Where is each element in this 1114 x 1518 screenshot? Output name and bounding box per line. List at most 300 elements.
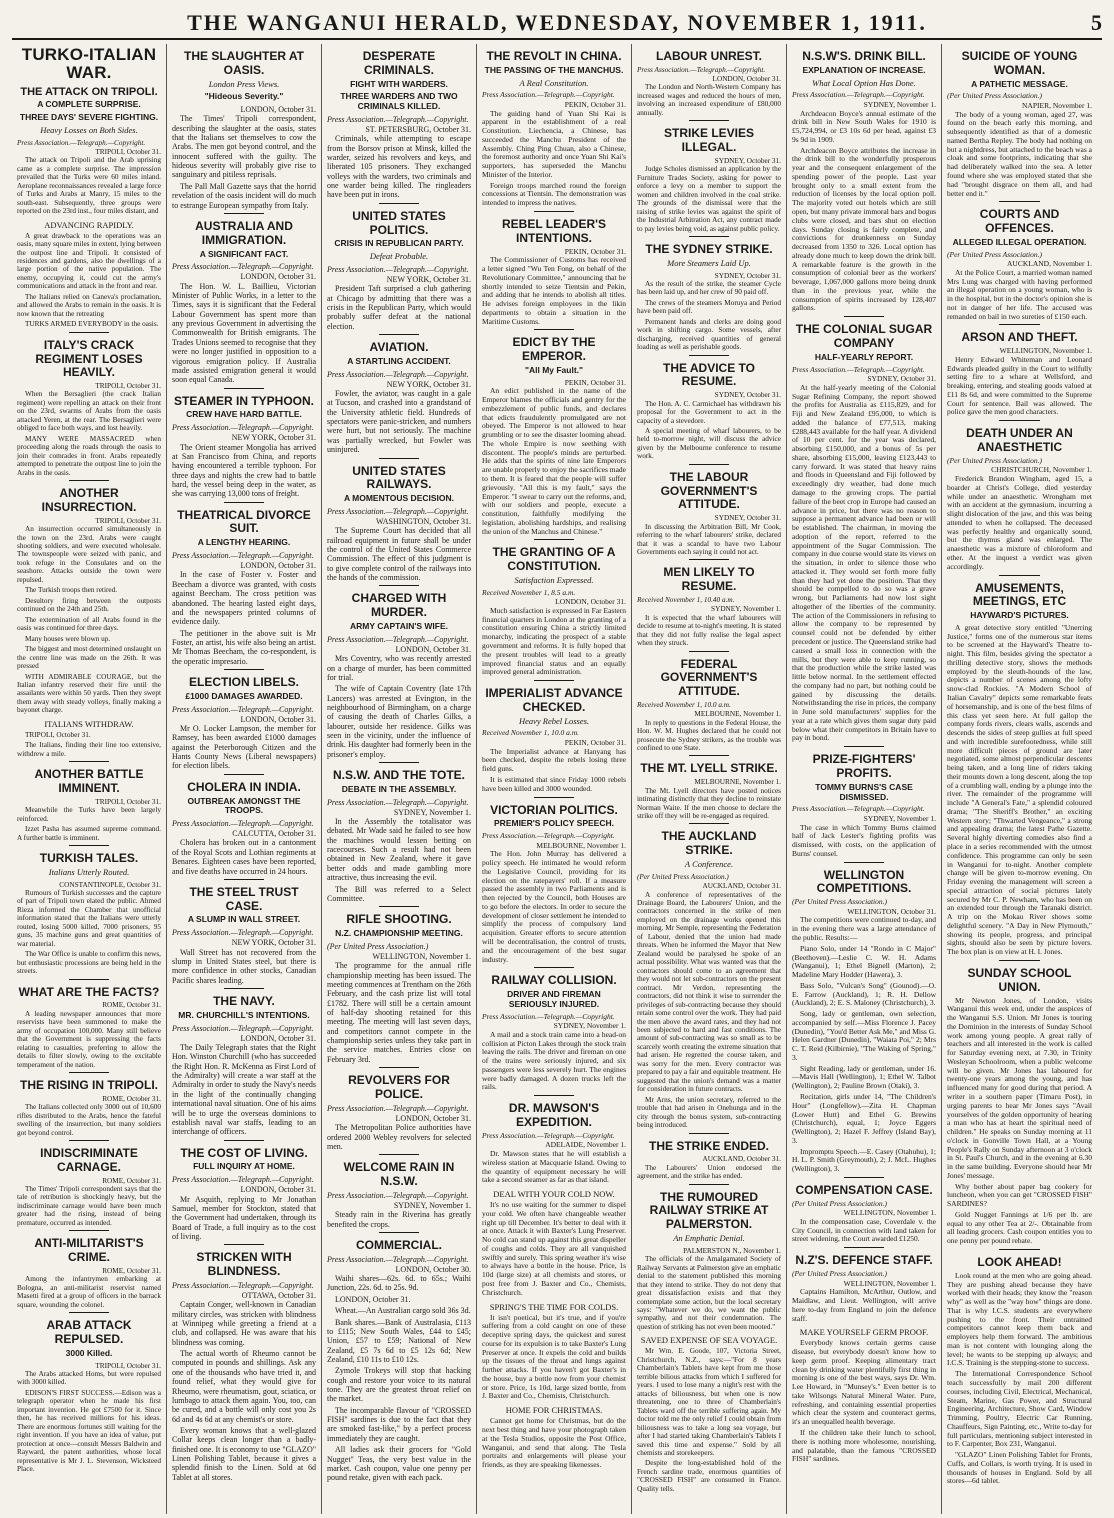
press-credit: Press Association.—Telegraph.—Copyright.: [172, 1280, 314, 1290]
article: [637, 1191, 781, 1494]
article-divider: [534, 967, 574, 968]
article-headline: UNITED STATES POLITICS.: [352, 208, 446, 237]
body-paragraph: Criminals, while attempting to escape from the Borsov prison at Minsk, killed the warder, seized his revolvers and keys, and liberated 105 prisoners. They exchanged volleys with the warders, two criminals and one warder being killed. The ringleaders have been put in irons.: [327, 134, 471, 200]
article: [637, 566, 781, 647]
body-paragraph: The attack on Tripoli and the Arab uprising came as a complete surprise. The impression prevailed that the Turks were 60 miles inland. Aeroplane reconnaissances revealed a large force of Turks and Arabs at Manry, 15 miles to the south-east. Subsequently, three groups were reported on the 23rd inst., four miles distant, and: [17, 156, 161, 216]
article-headline: ANTI-MILITARIST'S CRIME.: [34, 1236, 144, 1265]
body-paragraph: Judge Scholes dismissed an application by the Furniture Trades Society, asking for power to enforce a levy on a member to support the women and children involved in the coal strike. The grounds of the dismissal were that the raising of strike levies was against the spirit of the Industrial Arbitration Act, any contract made to pay levies being void, as against public policy.: [637, 165, 781, 233]
press-credit: Received November 1, 10.40 a.m.: [637, 596, 735, 605]
article: [17, 339, 161, 477]
dateline: LONDON, October 31.: [240, 561, 316, 571]
article-divider: [689, 755, 729, 756]
article-headline: THE LABOUR GOVERNMENT'S ATTITUDE.: [660, 469, 758, 512]
article-divider: [379, 334, 419, 335]
article-deck: £1000 DAMAGES AWARDED.: [185, 690, 303, 701]
article: [172, 781, 316, 876]
article-divider: [534, 329, 574, 330]
press-credit: Press Association.—Telegraph.—Copyright.: [482, 1130, 615, 1140]
article: [327, 913, 471, 1064]
body-paragraph: The biggest and most determined onslaught on the centre line was made on the 26th. It was pressed: [17, 645, 161, 671]
body-paragraph: The International Correspondence School teach successfully by mail 200 different courses, including Civil, Electrical, Mechanical, Steam, Marine, Gas Power, and Structural Engineering, Architecture, Show Card, Window Trimming, Poultry, Electric Car Running, Chauffeurs, Sign Painting, etc., Write to-day for full particulars, mentioning subject interested in to F. Carpenter, Box 231, Wanganui.: [947, 1369, 1092, 1449]
article: [327, 341, 471, 454]
article-deck: CRISIS IN REPUBLICAN PARTY.: [334, 238, 464, 249]
press-credit: Press Association.—Telegraph.—Copyright.: [172, 1023, 314, 1033]
article-headline: WHAT ARE THE FACTS?: [18, 984, 160, 999]
article: [17, 1237, 161, 1309]
body-paragraph: The Bill was referred to a Select Committee.: [327, 884, 471, 903]
article-headline: FEDERAL GOVERNMENT'S ATTITUDE.: [660, 656, 758, 699]
article-deck: CREW HAVE HARD BATTLE.: [186, 409, 302, 420]
dateline: MELBOURNE, November 1.: [536, 840, 626, 850]
article-divider: [224, 774, 264, 775]
article-deck: A LENGTHY HEARING.: [197, 537, 291, 548]
article-headline: THE STRIKE ENDED.: [648, 1138, 769, 1153]
article-divider: [69, 332, 109, 333]
article: [327, 592, 471, 759]
body-paragraph: Dr. Mawson states that he will establish a wireless station at Macquarie Island. Owing to the quantity of equipment necessary he will take a second steamer as far as that island.: [482, 1149, 626, 1185]
press-credit: Received November 1, 10.0 a.m.: [482, 728, 580, 738]
article: [327, 769, 471, 903]
article-headline: CHOLERA IN INDIA.: [187, 779, 301, 794]
body-paragraph: All ladies ask their grocers for "Gold Nugget" Teas, the very best value in the market. Cash coupon, value one penny per pound retake, given with each pack.: [327, 1445, 471, 1483]
article-divider: [224, 213, 264, 214]
dateline: ADELAIDE, November 1.: [545, 1140, 626, 1150]
inline-subhead: ADVANCING RAPIDLY.: [44, 219, 134, 230]
article: [637, 830, 781, 1129]
article: [327, 1161, 471, 1229]
article-headline: THE RISING IN TRIPOLI.: [19, 1078, 158, 1093]
dateline: WELLINGTON, November 1.: [999, 346, 1092, 356]
article-deck: FIGHT WITH WARDERS.: [350, 78, 448, 89]
body-paragraph: Many houses were blown up.: [25, 634, 111, 643]
article: [947, 331, 1092, 417]
article-divider: [689, 559, 729, 560]
press-credit: Press Association.—Telegraph.—Copyright.: [172, 819, 314, 829]
dateline: PEKIN, October 31.: [564, 99, 626, 109]
press-credit: Press Association.—Telegraph.—Copyright.: [327, 1103, 469, 1113]
article-deck: DRIVER AND FIREMAN SERIOUSLY INJURED.: [507, 989, 601, 1009]
press-credit: Press Association.—Telegraph.—Copyright.: [327, 369, 469, 379]
article-headline: THEATRICAL DIVORCE SUIT.: [177, 507, 311, 536]
body-paragraph: A leading newspaper announces that more reservists have been summoned to make the army of occupation 100,000. Many still believe that the Government is suppressing the facts relating to casualties, preferring to allow the details to filter slowly, owing to the excitable temperament of the nation.: [17, 1009, 161, 1069]
article-divider: [224, 879, 264, 880]
body-paragraph: The Orient steamer Mongolia has arrived at San Francisco from China, and reports having encountered a terrible typhoon. For three days and nights the crew had to battle hard, the vessel being deep in the water, as she was carrying 13,000 tons of freight.: [172, 442, 316, 499]
article-divider: [844, 1177, 884, 1178]
article-headline: WELLINGTON COMPETITIONS.: [816, 867, 912, 896]
dateline: PALMERSTON N., November 1.: [683, 1246, 781, 1255]
article: [327, 465, 471, 583]
article-divider: [69, 480, 109, 481]
press-credit: Press Association.—Telegraph.—Copyright.: [327, 634, 469, 644]
body-paragraph: Permanent hands and clerks are doing good work in shifting cargo. Some vessels, after discharging, received quantities of general loading as well as perishable goods.: [637, 317, 781, 352]
body-paragraph: The London and North-Western Company has increased wages and reduced the hours of men, involving an increased expenditure of £80,000 annually.: [637, 83, 781, 117]
article-deck: MR. CHURCHILL'S INTENTIONS.: [178, 1009, 310, 1020]
article-deck: Heavy Losses on Both Sides.: [40, 124, 138, 135]
article-headline: REBEL LEADER'S INTENTIONS.: [502, 217, 606, 245]
dateline: LONDON, October 31.: [712, 75, 781, 84]
article-divider: [379, 1232, 419, 1233]
article-headline: THE COLONIAL SUGAR COMPANY: [795, 322, 933, 350]
article-headline: N.S.W'S. DRINK BILL.: [802, 49, 926, 63]
article-deck: 3000 Killed.: [65, 1347, 113, 1358]
article: [947, 1256, 1092, 1486]
article-divider: [69, 761, 109, 762]
article-headline: PRIZE-FIGHTERS' PROFITS.: [812, 752, 916, 780]
dateline: NEW YORK, October 31.: [386, 275, 471, 285]
article: [172, 509, 316, 666]
body-paragraph: Mrs Coventry, who was recently arrested on a charge of murder, has been committed for trial.: [327, 654, 471, 682]
body-paragraph: The Hon. W. L. Baillieu, Victorian Minister of Public Works, in a letter to the Times, says it is significant that the Federal Labour Government has spent more than any previous Government in advertising the Commonwealth for British emigrants. The Trades Unions seemed to recognise that they were no longer justified in opposition to a vigorous emigration policy. If Australia made assisted emigration general it would soon equal Canada.: [172, 281, 316, 385]
article: [637, 471, 781, 557]
article-divider: [379, 1067, 419, 1068]
body-paragraph: Recitation, girls under 14, "The Children's Hour" (Longfellow).—Zita H. Chapman (Lower Hutt) and Ethel G. Brewins (Christchurch), equal, 1; Joyce Eggers (Wellington), 2; Hazel F. Jeffrey (Island Bay), 3.: [792, 1092, 936, 1145]
body-paragraph: Frederick Brandon Wingham, aged 15, a boarder at Christ's College, died yesterday while under an anaesthetic. Wrongham met with an accident at the gymnasium, incurring a slight dislocation of the jaw, and this was being attended to when he collapsed. The deceased was perfectly healthy and organically sound, but the thymus gland was enlarged. The anaesthetic was a mixture of chloroform and ether. At the inquest a verdict was given accordingly.: [947, 474, 1092, 571]
article-headline: TURKO-ITALIAN WAR.: [21, 45, 157, 82]
article-divider: [379, 585, 419, 586]
article-divider: [69, 1312, 109, 1313]
body-paragraph: The Commissioner of Customs has received a letter signed "Wu Ten Fong, on behalf of the Revolutionary Committee," announcing that he shortly intended to seize Tientsin and Pekin, and adding that he intends to abolish all titles. He advises foreign employees in the likin departments to obtain a situation in the Maritime Customs.: [482, 255, 626, 326]
article: [17, 986, 161, 1069]
body-paragraph: Mr O. Locker Lampson, the member for Ramsey, has been awarded £1000 damages against the Peterborough Citizen and the Hants County News (Liberal newspapers) for election libels.: [172, 723, 316, 771]
article-headline: DR. MAWSON'S EXPEDITION.: [508, 1101, 600, 1130]
press-credit: Press Association.—Telegraph.—Copyright.: [327, 264, 469, 274]
article: [482, 218, 626, 326]
article-divider: [379, 906, 419, 907]
article: [172, 995, 316, 1137]
article-subheadline: THE ATTACK ON TRIPOLI.: [20, 85, 158, 98]
body-paragraph: Gold Nugget Fannings at 1/6 per lb. are equal to any other Tea at 2/-. Obtainable from all leading grocers. Cash coupon entitles you to one penny per pound rebate.: [947, 1209, 1092, 1246]
article-divider: [689, 120, 729, 121]
body-paragraph: A great drawback to the operations was an oasis, many square miles in extent, lying between the outpost line and Tripoli. It consisted of residences and gardens, also the dwellings of a large portion of the native population. The enemy, occupying it, could cut the army's communications and attack in the front and rear.: [17, 231, 161, 291]
article-deck: A COMPLETE SURPRISE.: [37, 99, 141, 110]
body-paragraph: In the Assembly the totalisator was debated. Mr Wade said he failed to see how the machines would lessen betting on racecourses. Such a result had not been obtained in New Zealand, where it gave better odds and made gambling more attractive, thus increasing the evil.: [327, 817, 471, 883]
body-paragraph: Izzet Pasha has assumed supreme command. A further battle is imminent.: [17, 825, 161, 842]
article-headline: N.S.W. AND THE TOTE.: [332, 768, 465, 783]
dateline: TRIPOLI, October 31.: [95, 382, 161, 391]
article-headline: STRIKE LEVIES ILLEGAL.: [663, 126, 755, 155]
inline-subhead: SPRING'S THE TIME FOR COLDS.: [489, 1301, 619, 1312]
body-paragraph: The actual worth of Rheumo cannot be computed in pounds and shillings. Ask any one of the thousands who have tried it, and found relief, what they would give for Rheumo, were rheumatism, gout, sciatica, or lumbago to attack them again. You, too, can be cured, and a bottle will only cost you 2s 6d and 4s 6d at any chemist's or store.: [172, 1349, 316, 1424]
dateline: TRIPOLI, October 31.: [95, 1361, 161, 1370]
article-headline: RIFLE SHOOTING.: [346, 912, 452, 927]
article: [172, 220, 316, 385]
article: [792, 1254, 936, 1464]
body-paragraph: A mail and a stock train came into a head-on collision at Picton Lakes through the stock train leaving the rails. The driver and fireman on one of the trains were seriously injured, and six passengers were less severely hurt. The engines were badly damaged. A dozen trucks left the rails.: [482, 1029, 626, 1092]
body-paragraph: Mr Wm. E. Goode, 107, Victoria Street, Christchurch, N.Z., says:—"For 8 years Chamberlain's Tablets have kept from me those terrible bilious attacks from which I suffered for years. I used to lose many a night's rest with the attacks of biliousness, but when one is now threatening, one to three of Chamberlain's Tablets ward off the terrible suffering again. My doctor told me the only relief I could obtain from biliousness was to take a long sea voyage, but after I had started taking Chamberlain's Tablets I saved this time and expense." Sold by all chemists and storekeepers.: [637, 1347, 781, 1458]
article-divider: [224, 1140, 264, 1141]
body-paragraph: Bass Solo, "Vulcan's Song" (Gounod).—O. E. Farrow (Auckland), 1; R. H. Dellow (Auckland), 2; E. S. Maloney (Christchurch), 3.: [792, 980, 936, 1008]
body-paragraph: Zymole Trokeys will stop that hacking cough and restore your voice to its natural tone. They are the greatest throat relief on the market.: [327, 1366, 471, 1404]
article-deck: TOMMY BURNS'S CASE DISMISSED.: [815, 781, 913, 802]
article-headline: UNITED STATES RAILWAYS.: [352, 463, 446, 492]
article-divider: [69, 979, 109, 980]
press-credit: Press Association.—Telegraph.—Copyright.: [792, 364, 925, 374]
article-divider: [999, 1249, 1040, 1250]
article-headline: THE MT. LYELL STRIKE.: [640, 761, 778, 776]
article: [637, 658, 781, 753]
page-number: 5: [1090, 10, 1102, 35]
dateline: LONDON, October 31.: [395, 1113, 471, 1123]
article-headline: DESPERATE CRIMINALS.: [362, 49, 436, 77]
body-paragraph: In discussing the Arbitration Bill, Mr Cook, referring to the wharf labourers' strike, declared that it was a scandal to have two Labour Governments each saying it could not act.: [637, 522, 781, 556]
body-paragraph: Mr Asquith, replying to Mr Jonathan Samuel, member for Stockton, stated that the Government had undertaken, through its Board of Trade, a full inquiry as to the cost of living.: [172, 1194, 316, 1241]
article-headline: IMPERIALIST ADVANCE CHECKED.: [485, 686, 623, 714]
dateline: MELBOURNE, November 1.: [694, 778, 781, 787]
body-paragraph: An insurrection occurred simultaneously in the town on the 23rd. Arabs were caught shooting soldiers, and were executed wholesale. The townspeople were seized with panic, and took refuge in the Consulates and on the seashore. Attacks outside the town were repulsed.: [17, 525, 161, 584]
article-divider: [689, 355, 729, 356]
article-divider: [379, 1154, 419, 1155]
column-1: [12, 44, 167, 1514]
article-deck: An Emphatic Denial.: [673, 1233, 745, 1244]
body-paragraph: Fowler, the aviator, was caught in a gale at Tucson, and crashed into a grandstand of the University athletic field. Hundreds of spectators were panic-stricken, and numbers were hurt, but not seriously. The machine was partially wrecked, but Fowler was uninjured.: [327, 389, 471, 455]
article-divider: [69, 845, 109, 846]
article: [637, 127, 781, 233]
dateline: LONDON, October 31.: [240, 1033, 316, 1043]
article: [17, 768, 161, 842]
dateline: SYDNEY, October 31.: [714, 391, 781, 400]
dateline: TRIPOLI, October 31.: [95, 147, 161, 156]
body-paragraph: Sight Reading, lady or gentleman, under 16.—Mavis Hall (Wellington), 1; Ethel W. Talbot (Wellington), 2; Pauline Brown (Otaki), 3.: [792, 1063, 936, 1091]
article-deck: Heavy Rebel Losses.: [518, 715, 590, 726]
body-paragraph: Captain Conger, well-known in Canadian military circles, was stricken with blindness at Winnipeg while greeting a friend at a club, and collapsed. He was aware that his blindness was coming.: [172, 1300, 316, 1347]
body-paragraph: In the case of Foster v. Foster and Beecham a divorce was granted, with costs against Beecham. The cross petition was abandoned. The hearing lasted eight days, and the newspapers printed columns of evidence daily.: [172, 570, 316, 627]
dateline: MELBOURNE, November 1.: [694, 710, 781, 719]
article-divider: [689, 823, 729, 824]
dateline: NAPIER, November 1.: [1022, 100, 1092, 110]
dateline: LONDON, October 31.: [240, 105, 316, 115]
dateline: PEKIN, October 31.: [564, 377, 626, 387]
article-divider: [844, 862, 884, 863]
article: [947, 967, 1092, 1246]
article-divider: [69, 1140, 109, 1141]
article: [17, 1147, 161, 1227]
article-deck: A PATHETIC MESSAGE.: [971, 78, 1068, 89]
article-deck: HALF-YEARLY REPORT.: [814, 351, 914, 362]
dateline: TRIPOLI, October 31.: [95, 516, 161, 525]
article-deck: "All My Fault.": [524, 364, 584, 375]
article-headline: WELCOME RAIN IN N.S.W.: [343, 1160, 455, 1189]
article-divider: [534, 211, 574, 212]
dateline: PEKIN, October 31.: [564, 246, 626, 256]
column-7: [942, 44, 1097, 1514]
body-paragraph: At the Police Court, a married woman named Mrs Lung was charged with having performed an illegal operation on a young woman, who is in the hospital, but in the doctor's opinion she is not in danger of her life. The accused was remanded on bail in two sureties of £150 each.: [947, 267, 1092, 321]
dateline: ST. PETERSBURG, October 31.: [365, 125, 471, 135]
dateline: AUCKLAND, October 31.: [702, 1155, 781, 1164]
article-headline: DEATH UNDER AN ANAESTHETIC: [966, 426, 1073, 455]
article-deck: Satisfaction Expressed.: [514, 574, 594, 585]
body-paragraph: The Hon. A. C. Carmichael has withdrawn his proposal for the Government to act in the capacity of a stevedore.: [637, 399, 781, 425]
article-headline: ANOTHER BATTLE IMMINENT.: [34, 767, 144, 796]
body-paragraph: The competitions were continued to-day, and in the evening there was a large attendance of the public. Results:—: [792, 915, 936, 942]
article-divider: [999, 201, 1040, 202]
body-paragraph: A great detective story entitled "Unerring Justice," forms one of the numerous star items to be screened at the Hayward's Theatre to-night. This film, besides giving the spectator a thrilling detective story, shows the methods employed by the sleuth-hounds of the law, depicts a number of scenes among the lofty snow-clad Rockies. "A Modern School of Italian Cavalry" depicts some remarkable feats of horsemanship, and is one of the best films of this class yet seen here. At full gallop the company fords rivers, clears walls, ascends and descends the sides of steep gullies at full speed and with incredible surefootedness, while still more difficult pieces of ground are later negotiated, some almost perpendicular descents being taken, and a long line of riders taking their mounts down a long descent, along the top of a crumbling wall, ending by a plunge into the river. The remainder of the programme will include "A General's Fate," a splendid coloured drama; "The Sheriff's Brother," an exciting Western story; "Thwarted Vengeance," a strong and appealing drama; the latest Pathe Gazette. Several highly diverting comedies also find a place in a series recommended with the utmost confidence. This programme can only be seen in Wanganui for to-night. Another complete change will be given to-morrow evening. On Friday evening the management will screen a special attraction of social pictures lately secured by Mr C. P. Newham, who has been on an extended tour through the Taranaki district. A trip on the Mokau River shows some delightful scenery. "A Day in New Plymouth," showing its people, progress, and principal sights, should also be seen by picture lovers. The box plan is on view at H. I. Jones.: [947, 622, 1092, 957]
body-paragraph: Song, lady or gentleman, own selection, accompanied by self.—Miss Florence J. Pacey (Dunedin), "You'd Better Ask Me," and Miss G. Helen Gardner (Dunedin), "Waiata Poi," 2; Mrs C. T. Reid (Kilbirnie), "The Waking of Spring," 3.: [792, 1009, 936, 1062]
article: [792, 753, 936, 858]
article-divider: [999, 575, 1040, 576]
body-paragraph: Mr Arns, the union secretary, referred to the trouble that had arisen in Onehunga and in the city through the bonus system, sub-contracting being introduced.: [637, 1095, 781, 1130]
article: [327, 1239, 471, 1483]
press-credit: Press Association.—Telegraph.—Copyright.: [172, 928, 314, 938]
body-paragraph: Desultory firing between the outposts continued on the 24th and 25th.: [17, 596, 161, 614]
article: [482, 974, 626, 1092]
dateline: ROME, October 31.: [102, 1266, 161, 1275]
dateline: ROME, October 31.: [102, 1094, 161, 1103]
article-headline: ARSON AND THEFT.: [961, 330, 1078, 345]
dateline: ROME, October 31.: [102, 1001, 161, 1010]
dateline: WELLINGTON, November 1.: [372, 952, 471, 962]
article: [792, 869, 936, 1174]
body-paragraph: The Times' Tripoli correspondent says that the tale of retribution is shockingly heavy, but the indiscriminate carnage would have been much greater had the rising, instead of being premature, occurred as intended.: [17, 1185, 161, 1227]
article: [172, 886, 316, 985]
body-paragraph: The guiding hand of Yuan Shi Kai is apparent in the establishment of a real Constitution. Liechencia, a Chinese, has succeeded the Manchu President of the Assembly. Ching Ping Chuan, also a Chinese, the foremost authority and once Yuan Shi Kai's supporters, has superseded the Manchu Minister of the Interior.: [482, 108, 626, 179]
body-paragraph: Every woman knows that a well-glazed Collar keeps clean longer than a badly-finished one. It is economy to use "GLAZO" Linen Polishing Tablet, because it gives a splendid finish to the Linen. Sold at 6d Tablet at all stores.: [172, 1425, 316, 1482]
body-paragraph: The Labourers' Union endorsed the agreement, and the strike has ended.: [637, 1163, 781, 1181]
article-divider: [534, 797, 574, 798]
article-headline: COMPENSATION CASE.: [795, 1182, 933, 1197]
body-paragraph: If the children take their lunch to school, there is nothing more wholesome, nourishing, and palatable, than the famous "CROSSED FISH" sardines.: [792, 1428, 936, 1464]
article-headline: ANOTHER INSURRECTION.: [41, 486, 137, 514]
article-divider: [379, 762, 419, 763]
body-paragraph: Why bother about paper bag cookery for luncheon, when you can get "CROSSED FISH" SARDINES?: [947, 1181, 1092, 1209]
article-deck: THREE DAYS' SEVERE FIGHTING.: [19, 112, 159, 123]
body-paragraph: In reply to questions in the Federal House, the Hon. W. M. Hughes declared that he could not prosecute the Sydney strikers, as the trouble was confined to one State.: [637, 718, 781, 753]
inline-subhead: MAKE YOURSELF GERM PROOF.: [799, 1327, 929, 1338]
body-paragraph: Mr Newton Jones, of London, visits Wanganui this week end, under the auspices of the Wanganui S.S. Union. Mr Jones is touring the Dominion in the interests of Sunday School work among young people. A great rally of teachers and all interested in the work is called for Saturday evening next, at 7.30, in Trinity Wesleyan Schoolroom, when a public welcome will be given. Mr Jones has laboured for twenty-one years among the young, and has influenced many for good during that period. A writer in a southern paper (Timaru Post), in urging parents to hear Mr Jones says "Avail yourselves of the golden opportunity of hearing a man who has at heart the spiritual need of children." He speaks on Sunday morning at 11 o'clock in Gonville Town Hall, at a Young People's Rally on Sunday afternoon at 3 o'clock in St. Paul's Church, and in the evening at 6.30 in the same building. Everyone should hear Mr Jones' message.: [947, 995, 1092, 1180]
dateline: PEKIN, October 31.: [564, 738, 626, 748]
dateline: SYDNEY, October 31.: [714, 156, 781, 165]
article-headline: SUNDAY SCHOOL UNION.: [967, 965, 1072, 994]
press-credit: Press Association.—Telegraph.—Copyright.: [482, 831, 615, 841]
article-deck: A Conference.: [684, 859, 734, 870]
article-deck: THE PASSING OF THE MANCHUS.: [484, 64, 624, 75]
press-credit: Press Association.—Telegraph.—Copyright.: [17, 138, 146, 147]
body-paragraph: Look round at the men who are going ahead. They are pushing ahead because they have worked with their heads; they know the "reason why" as well as the "way how" things are done. That is why I.C.S. students are everywhere pushing to the front. Their untrained competitors cannot keep them back and employers help them forward. The ambitious man is not content with lounging along the level; he wants to be stepping up always; and I.C.S. Training is the stepping-stone to success.: [947, 1270, 1092, 1368]
body-paragraph: TRIPOLI, October 31.: [25, 730, 91, 739]
article-headline: THE COST OF LIVING.: [180, 1145, 308, 1160]
dateline: LONDON, October 31.: [240, 714, 316, 724]
dateline: OTTAWA, October 31.: [241, 1291, 316, 1301]
article-divider: [844, 316, 884, 317]
dateline: LONDON, October 31.: [395, 644, 471, 654]
dateline: CHRISTCHURCH, November 1.: [991, 465, 1092, 475]
article: [482, 687, 626, 793]
body-paragraph: The extermination of all Arabs found in the oasis was continued for three days.: [17, 615, 161, 633]
article-divider: [379, 458, 419, 459]
body-paragraph: The officials of the Amalgamated Society of Railway Servants at Palmerston give an emphatic denial to the statement published this morning that they intend to strike. They do not deny that great dissatisfaction exists and that they contemplate some action, but the local secretary says: "Whatever we do, we want the public sympathy, and not their condemnation. The question of striking has not even been mooted.": [637, 1255, 781, 1331]
dateline: AUCKLAND, November 1.: [1007, 259, 1092, 269]
dateline: NEW YORK, October 31.: [231, 433, 316, 443]
article-headline: STEAMER IN TYPHOON.: [173, 393, 314, 408]
dateline: CONSTANTINOPLE, October 31.: [59, 880, 161, 889]
article-deck: More Steamers Laid Up.: [667, 257, 751, 268]
article-divider: [689, 236, 729, 237]
press-credit: Press Association.—Telegraph.—Copyright.: [327, 1254, 469, 1264]
article: [17, 1319, 161, 1473]
dateline: SYDNEY, November 1.: [863, 813, 936, 823]
dateline: CALCUTTA, October 31.: [232, 829, 316, 839]
article-divider: [224, 388, 264, 389]
article-headline: INDISCRIMINATE CARNAGE.: [40, 1146, 138, 1174]
article: [172, 676, 316, 771]
body-paragraph: Wall Street has not recovered from the slump in United States steel, but there is more confidence in other stocks, Canadian Pacific shares leading.: [172, 947, 316, 985]
article-deck: ALLEGED ILLEGAL OPERATION.: [952, 236, 1087, 247]
masthead: [12, 10, 1102, 40]
inline-subhead: DEAL WITH YOUR COLD NOW.: [493, 1189, 615, 1200]
column-2: [167, 44, 322, 1514]
body-paragraph: President Taft surprised a club gathering at Chicago by admitting that there was a crisis in the Republican Party, which would probably suffer defeat at the national election.: [327, 284, 471, 331]
body-paragraph: In the compensation case, Coverdale v. the City Council, in connection with land taken for street widening, the Court awarded £1250.: [792, 1216, 936, 1244]
body-paragraph: It isn't poetical, but it's true, and if you're suffering from a cold caught on one of these deceptive spring days, the quickest and surest course for its expulsion is to take Baxter's Lung Preserver at once. It expels the cold and builds up the tissues of the throat and lungs against further attacks. If you haven't got Baxter's in the house, buy a bottle now from your chemist or store. Price, 1s 10d, large sized bottle, from J. Baxter and Co., Chemists, Christchurch.: [482, 1312, 626, 1401]
article: [17, 852, 161, 976]
article-headline: SUICIDE OF YOUNG WOMAN.: [961, 49, 1078, 77]
article-headline: THE NAVY.: [213, 994, 275, 1009]
dateline: WELLINGTON, November 1.: [843, 1208, 936, 1218]
article-headline: RAILWAY COLLISION.: [491, 973, 617, 988]
body-paragraph: The petitioner in the above suit is Mr Foster, an artist, his wife also being an artist. Mr Thomas Beecham, the co-respondent, is the operatic impresario.: [172, 628, 316, 666]
body-paragraph: Captains Hamilton, McArthur, Outlow, and Maidlaw, and Lieut. Wellington, will arrive here to-day from England to join the defence staff.: [792, 1287, 936, 1323]
press-credit: (Per United Press Association.): [792, 1269, 887, 1279]
body-paragraph: Piano Solo, under 14 "Rondo in C Major" (Beethoven).—Leslie C. W. H. Adams (Wanganui), 1; Ethel Bignell (Marton), 2; Madeline Mary Hodder (Hawera), 3.: [792, 943, 936, 980]
dateline: SYDNEY, October 31.: [867, 374, 936, 384]
article-divider: [844, 746, 884, 747]
article-divider: [534, 1095, 574, 1096]
press-credit: (Per United Press Association.): [637, 872, 729, 881]
article-divider: [224, 988, 264, 989]
article-divider: [999, 960, 1040, 961]
article: [327, 210, 471, 331]
dateline: SYDNEY, November 1.: [553, 1021, 626, 1031]
article: [637, 50, 781, 117]
article-headline: COURTS AND OFFENCES.: [979, 207, 1060, 236]
body-paragraph: Bank shares.—Bank of Australasia, £113 to £115; New South Wales, £44 to £45; Union, £57 to £59; National of New Zealand, £5 7s 6d to £5 12s 6d; New Zealand, £10 11s to £10 12s.: [327, 1317, 471, 1364]
body-paragraph: The incomparable flavour of "CROSSED FISH" sardines is due to the fact that they are smoked fast-like," by a perfect process immediately they are caught.: [327, 1405, 471, 1443]
body-paragraph: The crews of the steamers Moruya and Period have been paid off.: [637, 298, 781, 316]
body-paragraph: The Times' Tripoli correspondent, describing the slaughter at the oasis, states that the Italians set themselves to cow the Arabs. The men got beyond control, and the innocent suffered with the guilty. The hideous severity will probably give rise to sanguinary and pitiless reprisals.: [172, 114, 316, 180]
article-divider: [689, 1133, 729, 1134]
article-headline: AUSTRALIA AND IMMIGRATION.: [195, 218, 293, 247]
article-deck: OUTBREAK AMONGST THE TROOPS.: [187, 795, 301, 816]
press-credit: Press Association.—Telegraph.—Copyright.: [327, 114, 469, 124]
body-paragraph: When the Bersaglieri (the crack Italian regiment) were repelling an attack on their front on the 23rd, swarms of Arabs from the oasis attacked Yeren, at the rear. The Bersaglieri were obliged to face both ways, and lost heavily.: [17, 390, 161, 433]
body-paragraph: It is estimated that since Friday 1000 rebels have been killed and 3000 wounded.: [482, 774, 626, 793]
body-paragraph: Steady rain in the Riverina has greatly benefited the crops.: [327, 1210, 471, 1229]
body-paragraph: "GLAZO" Linen Polishing Tablet for Fronts, Cuffs, and Collars, is worth trying. It is used in thousands of houses in England. Sold by all stores—6d tablet.: [947, 1450, 1092, 1486]
article: [947, 427, 1092, 571]
article: [637, 762, 781, 820]
dateline: SYDNEY, November 1.: [863, 99, 936, 109]
body-paragraph: Impromptu Speech.—E. Casey (Otahuhu), 1; H. L. P. Smith (Greymouth), 2; J. McL. Hughes (Wellington), 3.: [792, 1146, 936, 1174]
body-paragraph: The Mt. Lyell directors have posted notices intimating distinctly that they decline to reinstate Norman Waite. If the men choose to declare the strike off they will be re-engaged as required.: [637, 786, 781, 821]
press-credit: Received November 1, 10.0 a.m.: [637, 700, 731, 709]
dateline: SYDNEY, November 1.: [711, 605, 781, 614]
body-paragraph: The Italians, finding their line too extensive, withdrew a mile.: [17, 741, 161, 758]
columns: [12, 44, 1102, 1514]
article-divider: [999, 324, 1040, 325]
body-paragraph: The Arabs attacked Homs, but were repulsed with 3000 killed.: [17, 1369, 161, 1387]
article-deck: Defeat Probable.: [369, 251, 429, 262]
body-paragraph: Foreign troops marched round the foreign concessions at Tientsin. The demonstration was intended to impress the natives.: [482, 180, 626, 208]
article-deck: DEBATE IN THE ASSEMBLY.: [341, 783, 457, 794]
article-headline: THE AUCKLAND STRIKE.: [661, 829, 757, 858]
body-paragraph: The Metropolitan Police authorities have ordered 2000 Webley revolvers for selected men.: [327, 1123, 471, 1151]
dateline: AUCKLAND, October 31.: [702, 882, 781, 891]
press-credit: (Per United Press Association.): [792, 1198, 887, 1208]
article-headline: COMMERCIAL.: [356, 1237, 442, 1252]
article-divider: [224, 1244, 264, 1245]
article: [637, 362, 781, 461]
body-paragraph: LONDON, October 31.: [335, 1294, 411, 1304]
body-paragraph: Cannot get home for Christmas, but do the next best thing and have your photograph taken at the Tesla Studios, opposite the Post Office, Wanganui, and send that along. The Tesla portraits and enlargements will please your friends, as they are speaking likenesses.: [482, 1416, 626, 1470]
